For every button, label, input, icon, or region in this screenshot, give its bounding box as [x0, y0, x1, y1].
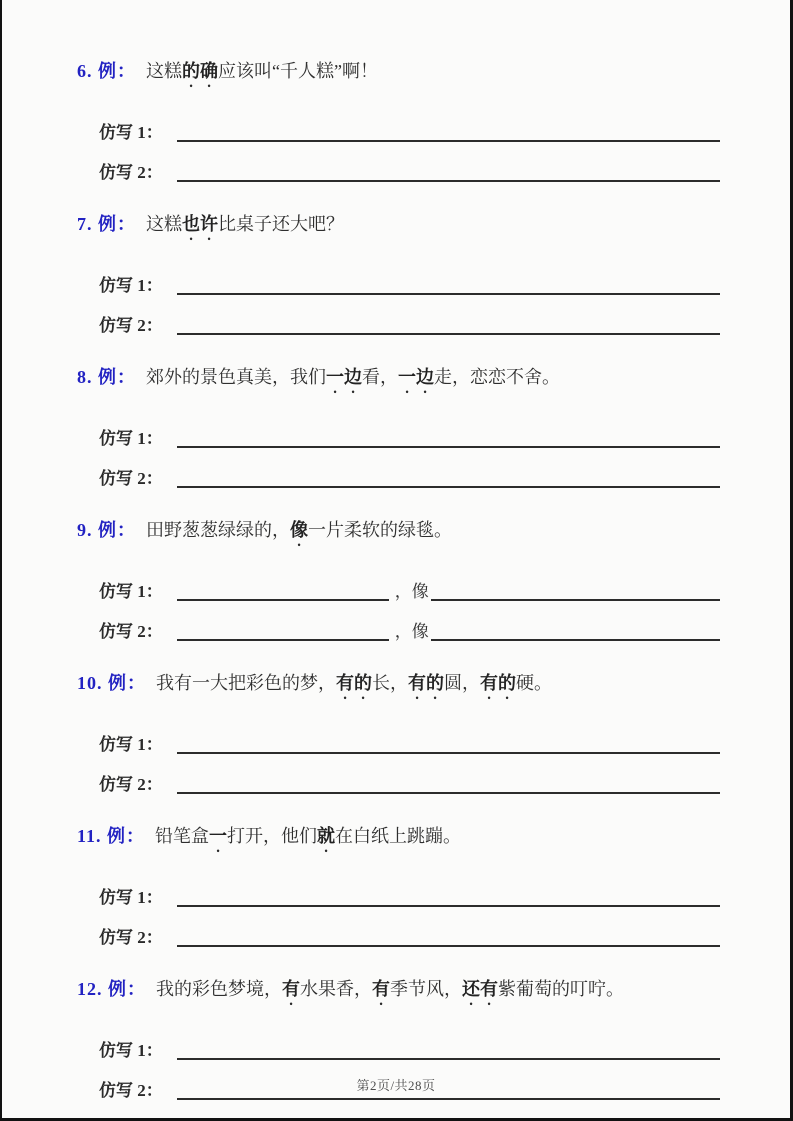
emphasized-word: 一边	[326, 367, 362, 387]
blank-line	[177, 887, 720, 907]
imitation-row	[99, 771, 720, 795]
imitation-label: 仿写 1：	[99, 888, 163, 907]
example-sentence	[156, 979, 624, 999]
item-number: 9. 例：	[77, 520, 136, 540]
imitation-label: 仿写 2：	[99, 622, 163, 641]
imitation-row	[99, 924, 720, 948]
sentence-segment: 田野葱葱绿绿的，	[146, 520, 290, 540]
example-sentence	[156, 673, 552, 693]
emphasized-word: 有的	[408, 673, 444, 693]
sentence-segment: 一片柔软的绿毯。	[308, 520, 452, 540]
imitation-row	[99, 159, 720, 183]
emphasized-word: 一	[209, 826, 228, 846]
imitation-row	[99, 618, 720, 642]
emphasized-word: 还有	[462, 979, 498, 999]
blank-line	[177, 734, 720, 754]
item-number: 11. 例：	[77, 826, 146, 846]
item-number: 10. 例：	[77, 673, 146, 693]
sentence-segment: 硬。	[516, 673, 552, 693]
sentence-segment: 郊外的景色真美，我们	[146, 367, 326, 387]
blank-line	[177, 275, 720, 295]
imitation-row	[99, 731, 720, 755]
exercise-list	[77, 58, 720, 1101]
example-line	[77, 823, 720, 856]
exercise-item	[77, 58, 720, 183]
sentence-segment: 圆，	[444, 673, 480, 693]
blank-line	[177, 162, 720, 182]
imitation-label: 仿写 1：	[99, 735, 163, 754]
exercise-item	[77, 211, 720, 336]
emphasized-word: 像	[290, 520, 308, 540]
imitation-label: 仿写 1：	[99, 123, 163, 142]
exercise-item	[77, 823, 720, 948]
exercise-item	[77, 364, 720, 489]
page-number: 第2页/共28页	[356, 1078, 436, 1093]
emphasized-word: 有的	[480, 673, 516, 693]
blank-line	[177, 927, 720, 947]
sentence-segment: 打开，他们	[227, 826, 318, 846]
imitation-row	[99, 578, 720, 602]
sentence-segment: 看，	[362, 367, 398, 387]
emphasized-word: 就	[317, 826, 336, 846]
imitation-row	[99, 425, 720, 449]
example-sentence	[155, 826, 461, 846]
connector-text: ，像	[394, 622, 429, 641]
sentence-segment: 我有一大把彩色的梦，	[156, 673, 336, 693]
sentence-segment: 这糕	[146, 214, 182, 234]
item-number: 6. 例：	[77, 61, 136, 81]
sentence-segment: 季节风，	[390, 979, 462, 999]
blank-line	[177, 468, 720, 488]
sentence-segment: 铅笔盒	[155, 826, 210, 846]
example-sentence	[146, 61, 378, 81]
imitation-row	[99, 312, 720, 336]
exercise-item	[77, 517, 720, 642]
imitation-label: 仿写 1：	[99, 582, 163, 601]
imitation-row	[99, 272, 720, 296]
example-line	[77, 58, 720, 91]
example-line	[77, 670, 720, 703]
blank-line	[177, 1040, 720, 1060]
example-line	[77, 364, 720, 397]
sentence-segment: 比桌子还大吧？	[218, 214, 344, 234]
imitation-row	[99, 884, 720, 908]
example-sentence	[146, 367, 560, 387]
blank-line	[431, 581, 720, 601]
item-number: 8. 例：	[77, 367, 136, 387]
item-number: 7. 例：	[77, 214, 136, 234]
blank-line	[177, 315, 720, 335]
imitation-label: 仿写 2：	[99, 316, 163, 335]
imitation-label: 仿写 2：	[99, 469, 163, 488]
blank-line	[177, 581, 389, 601]
example-sentence	[146, 214, 344, 234]
example-line	[77, 517, 720, 550]
imitation-label: 仿写 1：	[99, 429, 163, 448]
sentence-segment: 走，恋恋不舍。	[434, 367, 560, 387]
imitation-label: 仿写 2：	[99, 928, 163, 947]
item-number: 12. 例：	[77, 979, 146, 999]
sentence-segment: 水果香，	[300, 979, 372, 999]
emphasized-word: 有	[282, 979, 300, 999]
emphasized-word: 有的	[336, 673, 372, 693]
imitation-row	[99, 1037, 720, 1061]
emphasized-word: 的确	[182, 61, 218, 81]
blank-line	[177, 774, 720, 794]
sentence-segment: 这糕	[146, 61, 182, 81]
blank-line	[177, 428, 720, 448]
emphasized-word: 也许	[182, 214, 218, 234]
example-sentence	[146, 520, 452, 540]
blank-line	[431, 621, 720, 641]
imitation-label: 仿写 1：	[99, 1041, 163, 1060]
example-line	[77, 211, 720, 244]
sentence-segment: 在白纸上跳蹦。	[335, 826, 462, 846]
imitation-row	[99, 119, 720, 143]
document-page	[2, 0, 790, 1118]
imitation-label: 仿写 2：	[99, 775, 163, 794]
emphasized-word: 有	[372, 979, 390, 999]
exercise-item	[77, 670, 720, 795]
emphasized-word: 一边	[398, 367, 434, 387]
imitation-label: 仿写 1：	[99, 276, 163, 295]
sentence-segment: 我的彩色梦境，	[156, 979, 282, 999]
sentence-segment: 应该叫“千人糕”啊！	[218, 61, 378, 81]
sentence-segment: 长，	[372, 673, 408, 693]
blank-line	[177, 621, 389, 641]
example-line	[77, 976, 720, 1009]
imitation-label: 仿写 2：	[99, 163, 163, 182]
imitation-label: 仿写 2：	[99, 1081, 163, 1100]
connector-text: ，像	[394, 582, 429, 601]
imitation-row	[99, 465, 720, 489]
sentence-segment: 紫葡萄的叮咛。	[498, 979, 624, 999]
blank-line	[177, 122, 720, 142]
